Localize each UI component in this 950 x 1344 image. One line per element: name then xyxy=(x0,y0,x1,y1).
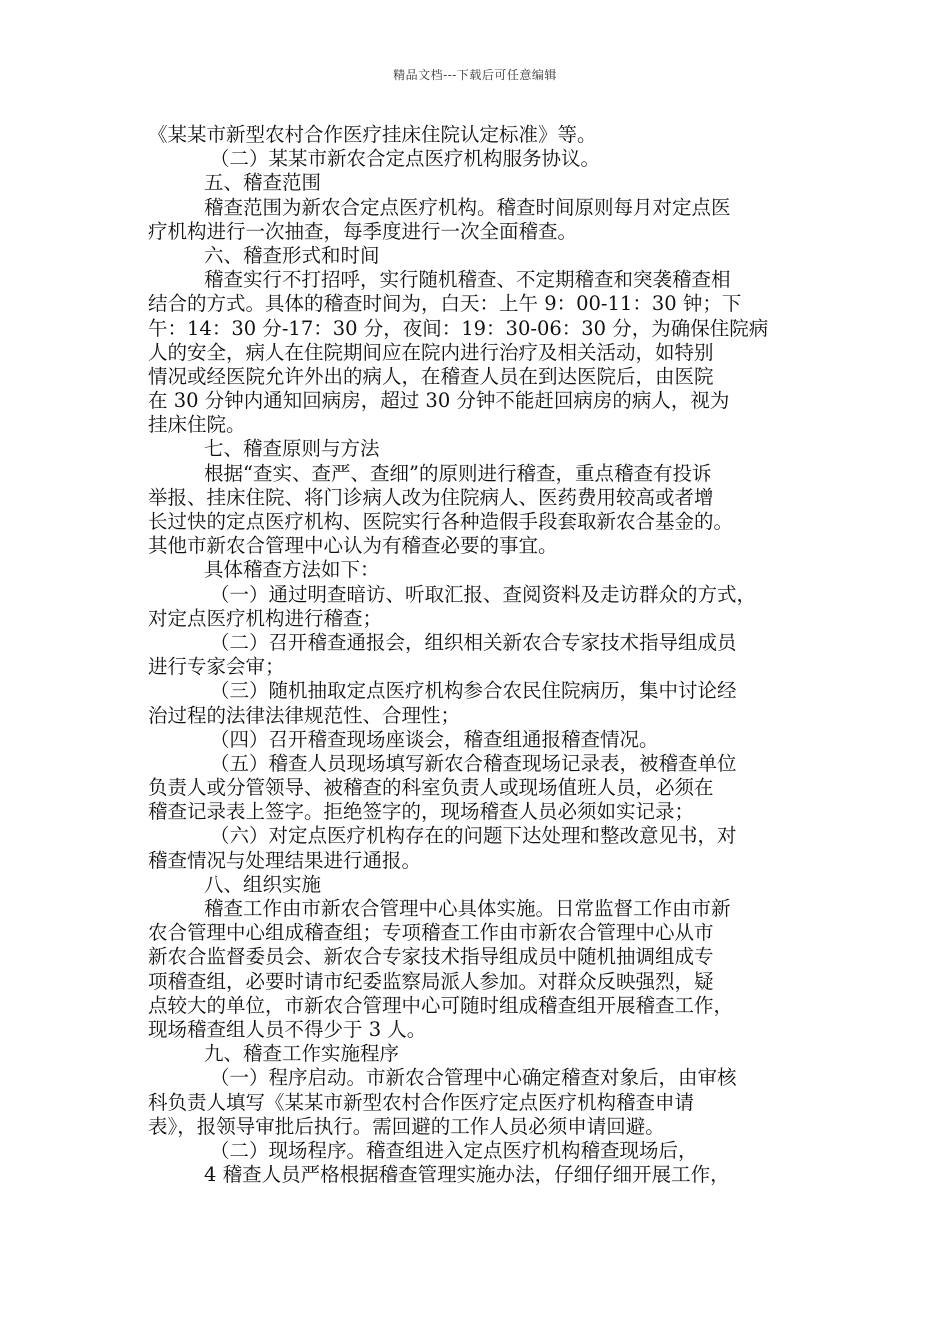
text-line: 进行专家会审； xyxy=(148,655,285,679)
text-line: 科负责人填写《某某市新型农村合作医疗定点医疗机构稽查申请 xyxy=(148,1090,695,1114)
text-line: （二）某某市新农合定点医疗机构服务协议。 xyxy=(210,147,601,171)
text-line: （六）对定点医疗机构存在的问题下达处理和整改意见书，对 xyxy=(210,824,737,848)
text-line: （一）通过明查暗访、听取汇报、查阅资料及走访群众的方式， xyxy=(210,582,757,606)
text-line: 对定点医疗机构进行稽查； xyxy=(148,606,383,630)
text-line: 长过快的定点医疗机构、医院实行各种造假手段套取新农合基金的。 xyxy=(148,510,734,533)
text-line: （三）随机抽取定点医疗机构参合农民住院病历，集中讨论经 xyxy=(210,679,737,703)
text-line: 具体稽查方法如下： xyxy=(204,558,380,582)
text-line: 情况或经医院允许外出的病人，在稽查人员在到达医院后，由医院 xyxy=(148,364,714,388)
text-line: 八、组织实施 xyxy=(204,872,322,896)
text-line: 举报、挂床住院、将门诊病人改为住院病人、医药费用较高或者增 xyxy=(148,485,714,509)
text-line: 疗机构进行一次抽查，每季度进行一次全面稽查。 xyxy=(148,219,578,243)
text-line: 农合管理中心组成稽查组；专项稽查工作由市新农合管理中心从市 xyxy=(148,921,714,945)
text-line: 4 稽查人员严格根据稽查管理实施办法，仔细仔细开展工作， xyxy=(204,1163,730,1187)
text-line: （二）召开稽查通报会，组织相关新农合专家技术指导组成员 xyxy=(210,630,737,654)
text-line: 项稽查组，必要时请市纪委监察局派人参加。对群众反映强烈，疑 xyxy=(148,969,714,993)
text-line: （二）现场程序。稽查组进入定点医疗机构稽查现场后， xyxy=(210,1138,698,1162)
text-line: 在 30 分钟内通知回病房，超过 30 分钟不能赶回病房的病人，视为 xyxy=(148,389,730,413)
text-line: 稽查工作由市新农合管理中心具体实施。日常监督工作由市新 xyxy=(204,897,731,920)
text-line: （一）程序启动。市新农合管理中心确定稽查对象后，由审核 xyxy=(210,1066,737,1090)
text-line: （四）召开稽查现场座谈会，稽查组通报稽查情况。 xyxy=(210,727,659,751)
text-line: 六、稽查形式和时间 xyxy=(204,243,380,267)
text-line: 结合的方式。具体的稽查时间为，白天：上午 9：00-11：30 钟；下 xyxy=(148,292,742,316)
text-line: 挂床住院。 xyxy=(148,413,246,437)
text-line: 稽查范围为新农合定点医疗机构。稽查时间原则每月对定点医 xyxy=(204,195,731,219)
text-line: 稽查记录表上签字。拒绝签字的，现场稽查人员必须如实记录； xyxy=(148,800,695,824)
text-line: 《某某市新型农村合作医疗挂床住院认定标准》等。 xyxy=(148,123,597,146)
document-body xyxy=(148,123,818,1187)
text-line: 根据“查实、查严、查细”的原则进行稽查，重点稽查有投诉 xyxy=(204,461,712,485)
text-line: 稽查情况与处理结果进行通报。 xyxy=(148,848,422,872)
text-line: （五）稽查人员现场填写新农合稽查现场记录表，被稽查单位 xyxy=(210,751,737,775)
text-line: 七、稽查原则与方法 xyxy=(204,437,380,461)
text-line: 午：14：30 分-17：30 分，夜间：19：30-06：30 分，为确保住院病 xyxy=(148,316,769,340)
text-line: 负责人或分管领导、被稽查的科室负责人或现场值班人员，必须在 xyxy=(148,776,714,800)
text-line: 现场稽查组人员不得少于 3 人。 xyxy=(148,1017,427,1041)
text-line: 点较大的单位，市新农合管理中心可随时组成稽查组开展稽查工作， xyxy=(148,993,734,1017)
text-line: 人的安全，病人在住院期间应在院内进行治疗及相关活动，如特别 xyxy=(148,340,714,364)
text-line: 治过程的法律法律规范性、合理性； xyxy=(148,703,461,727)
text-line: 九、稽查工作实施程序 xyxy=(204,1042,400,1066)
text-line: 新农合监督委员会、新农合专家技术指导组成员中随机抽调组成专 xyxy=(148,945,714,969)
page-header: 精品文档---下载后可任意编辑 xyxy=(393,68,557,82)
text-line: 表》，报领导审批后执行。需回避的工作人员必须申请回避。 xyxy=(148,1114,665,1138)
text-line: 其他市新农合管理中心认为有稽查必要的事宜。 xyxy=(148,534,558,558)
text-line: 五、稽查范围 xyxy=(204,171,322,195)
text-line: 稽查实行不打招呼，实行随机稽查、不定期稽查和突袭稽查相 xyxy=(204,268,731,292)
